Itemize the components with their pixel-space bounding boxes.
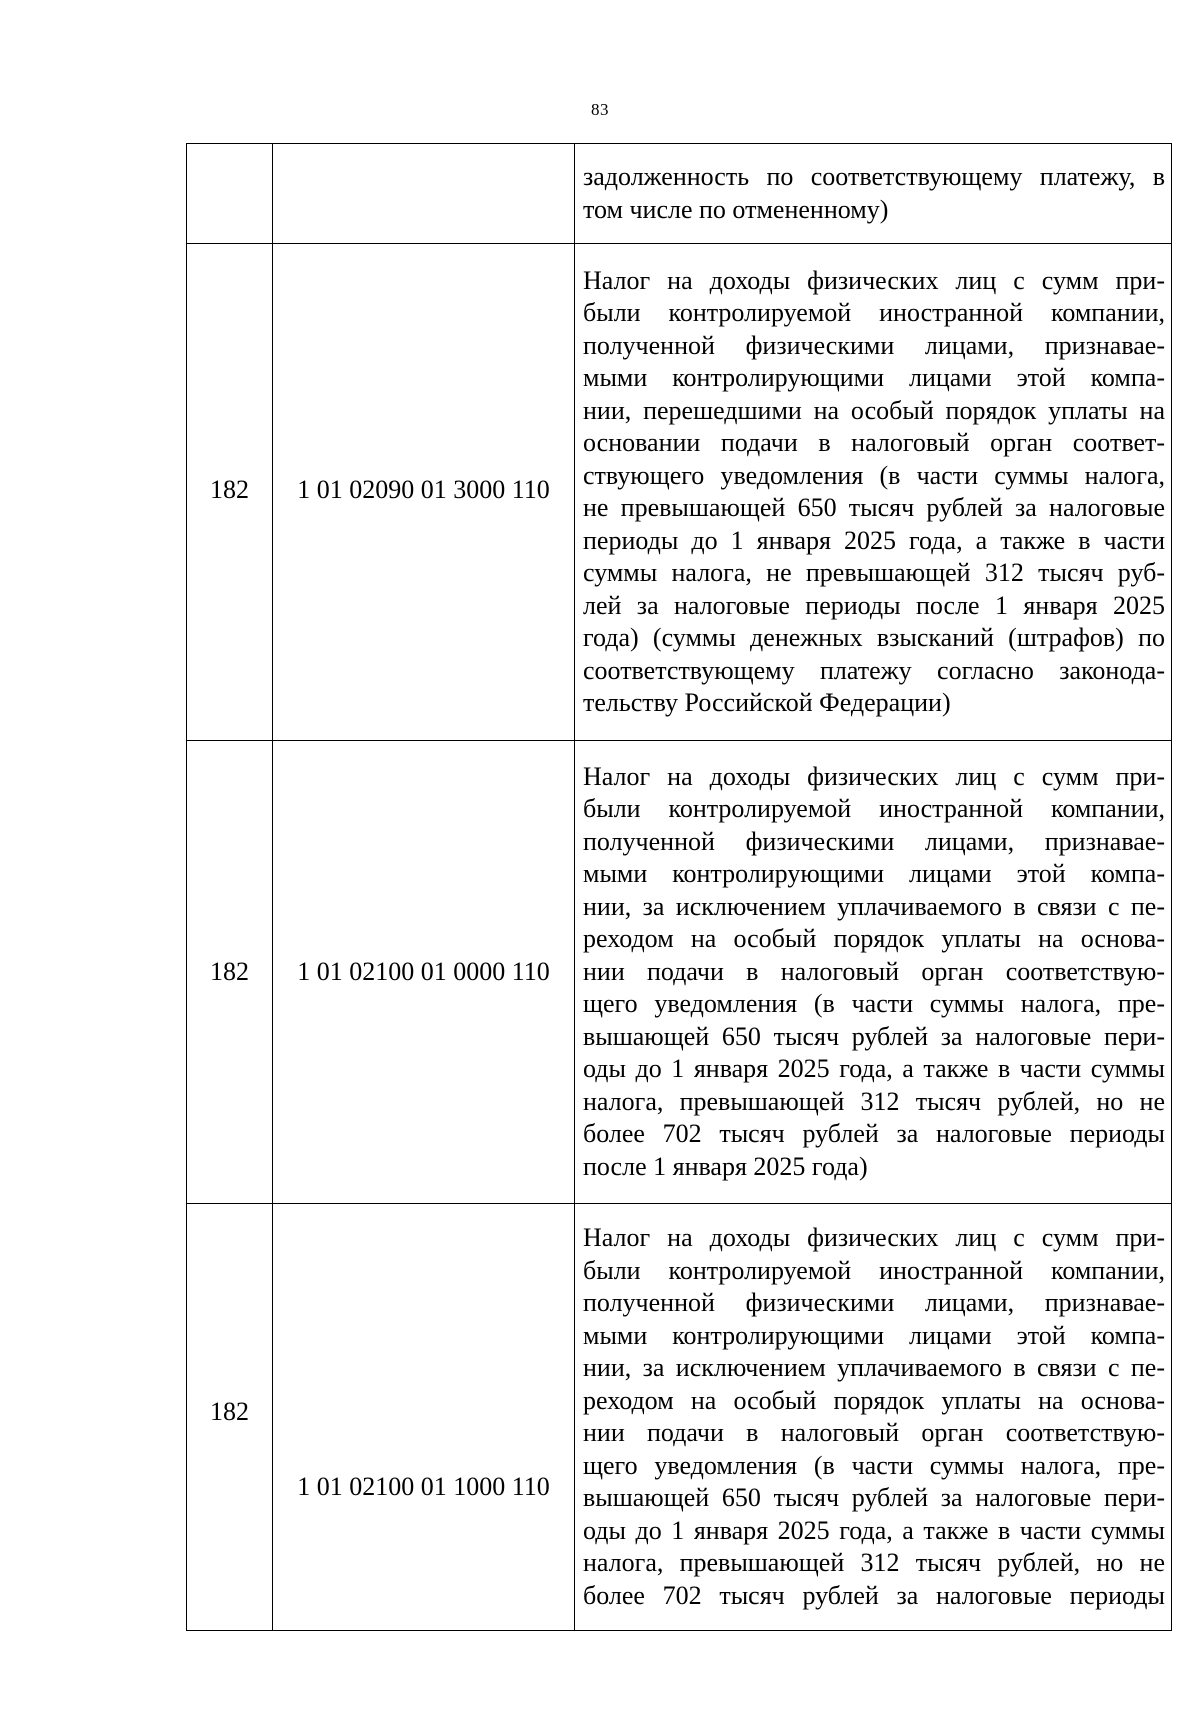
description-line: оды до 1 января 2025 года, а также в части суммы: [583, 1515, 1165, 1545]
description-line: после 1 января 2025 года): [583, 1151, 868, 1181]
description-line: вышающей 650 тысяч рублей за налоговые пери-: [583, 1021, 1165, 1051]
description-line: основании подачи в налоговый орган соответ-: [583, 428, 1165, 457]
kbk-code-cell: [273, 741, 575, 1204]
description-line: соответствующему платежу согласно законода-: [583, 655, 1165, 685]
admin-code-cell: [187, 244, 273, 741]
budget-classification-table: [186, 143, 1172, 1631]
description-line: тельству Российской Федерации): [583, 688, 951, 717]
description-line: суммы налога, не превышающей 312 тысяч руб-: [583, 558, 1165, 587]
description-line: более 702 тысяч рублей за налоговые периоды: [583, 1119, 1165, 1149]
kbk-code: 1 01 02100 01 1000 110: [297, 1472, 550, 1501]
kbk-code-cell: [273, 144, 575, 244]
description-line: лей за налоговые периоды после 1 января 2025: [583, 590, 1165, 620]
table-row: [187, 1204, 1172, 1631]
description-line: нии подачи в налоговый орган соответствую-: [583, 1418, 1165, 1447]
description-line: нии подачи в налоговый орган соответствую-: [583, 956, 1165, 986]
description-line: нии, перешедшими на особый порядок уплаты на: [583, 395, 1165, 425]
kbk-code: 1 01 02090 01 3000 110: [297, 475, 550, 504]
description-line: щего уведомления (в части суммы налога, пре-: [583, 989, 1165, 1019]
description-line: задолженность по соответствующему платежу, в: [583, 162, 1165, 191]
table-row: [187, 144, 1172, 244]
description-line: нии, за исключением уплачиваемого в связи с пе-: [583, 1353, 1165, 1382]
description-line: мыми контролирующими лицами этой компа-: [583, 363, 1165, 392]
description-line: Налог на доходы физических лиц с сумм при-: [583, 761, 1165, 791]
description-line: Налог на доходы физических лиц с сумм при-: [583, 265, 1165, 295]
description-line: мыми контролирующими лицами этой компа-: [583, 1320, 1165, 1350]
description-cell: [575, 1204, 1172, 1631]
admin-code: 182: [210, 957, 249, 986]
kbk-code: 1 01 02100 01 0000 110: [297, 957, 550, 986]
description-line: года) (суммы денежных взысканий (штрафов) по: [583, 623, 1165, 652]
description-cell: [575, 741, 1172, 1204]
description-cell: [575, 144, 1172, 244]
description-line: налога, превышающей 312 тысяч рублей, но не: [583, 1086, 1165, 1116]
admin-code-cell: [187, 144, 273, 244]
table-row: [187, 741, 1172, 1204]
description-cell: [575, 244, 1172, 741]
page-number: 83: [591, 100, 609, 119]
table-row: [187, 244, 1172, 741]
description-line: нии, за исключением уплачиваемого в связи с пе-: [583, 891, 1165, 921]
description-line: том числе по отмененному): [583, 194, 889, 224]
description-line: вышающей 650 тысяч рублей за налоговые пери-: [583, 1483, 1165, 1512]
description-line: реходом на особый порядок уплаты на основа-: [583, 1385, 1165, 1415]
description-line: налога, превышающей 312 тысяч рублей, но не: [583, 1548, 1165, 1577]
description-line: были контролируемой иностранной компании,: [583, 298, 1165, 327]
admin-code-cell: [187, 741, 273, 1204]
description-line: мыми контролирующими лицами этой компа-: [583, 859, 1165, 889]
description-line: более 702 тысяч рублей за налоговые периоды: [583, 1580, 1165, 1610]
description-line: полученной физическими лицами, признавае-: [583, 330, 1165, 360]
description-line: полученной физическими лицами, признавае-: [583, 826, 1165, 856]
kbk-code-cell: [273, 1204, 575, 1631]
description-line: периоды до 1 января 2025 года, а также в части: [583, 525, 1165, 555]
admin-code: 182: [210, 1397, 249, 1426]
description-line: полученной физическими лицами, признавае-: [583, 1288, 1165, 1317]
description-line: не превышающей 650 тысяч рублей за налоговые: [583, 493, 1165, 522]
description-line: ствующего уведомления (в части суммы налога,: [583, 460, 1165, 490]
description-line: были контролируемой иностранной компании,: [583, 794, 1165, 824]
description-line: были контролируемой иностранной компании,: [583, 1255, 1165, 1285]
description-line: оды до 1 января 2025 года, а также в части суммы: [583, 1054, 1165, 1084]
description-line: реходом на особый порядок уплаты на основа-: [583, 924, 1165, 954]
description-line: щего уведомления (в части суммы налога, пре-: [583, 1450, 1165, 1480]
admin-code-cell: [187, 1204, 273, 1631]
kbk-code-cell: [273, 244, 575, 741]
description-line: Налог на доходы физических лиц с сумм при-: [583, 1223, 1165, 1252]
admin-code: 182: [210, 475, 249, 504]
